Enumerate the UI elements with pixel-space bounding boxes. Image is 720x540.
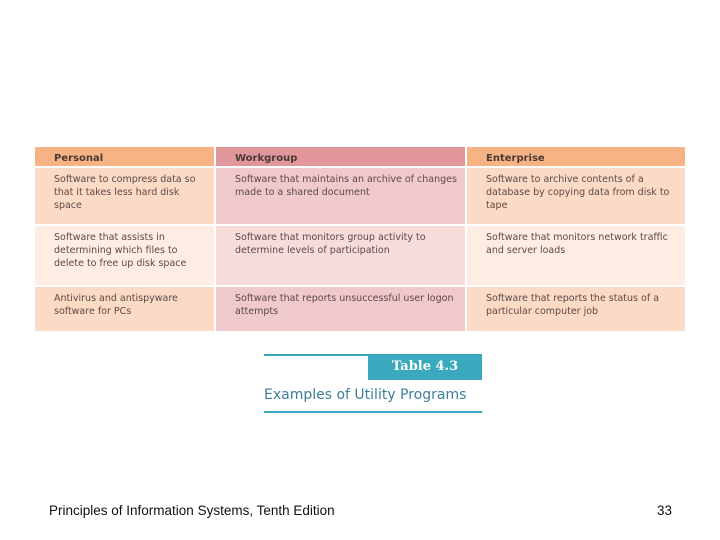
caption-bottom-rule bbox=[264, 411, 482, 413]
cell-personal: Antivirus and antispyware software for PCs bbox=[34, 286, 215, 332]
caption-title: Examples of Utility Programs bbox=[264, 387, 467, 403]
cell-workgroup: Software that monitors group activity to determine levels of participation bbox=[215, 225, 466, 286]
cell-enterprise: Software that reports the status of a particular computer job bbox=[466, 286, 686, 332]
cell-personal: Software that assists in determining which files to delete to free up disk space bbox=[34, 225, 215, 286]
cell-workgroup: Software that reports unsuccessful user logon attempts bbox=[215, 286, 466, 332]
cell-enterprise: Software to archive contents of a database by copying data from disk to tape bbox=[466, 167, 686, 225]
header-personal: Personal bbox=[34, 146, 215, 167]
cell-enterprise: Software that monitors network traffic and server loads bbox=[466, 225, 686, 286]
header-enterprise: Enterprise bbox=[466, 146, 686, 167]
table-row bbox=[34, 225, 686, 286]
cell-personal: Software to compress data so that it takes less hard disk space bbox=[34, 167, 215, 225]
table-row bbox=[34, 286, 686, 332]
table-header-row bbox=[34, 146, 686, 167]
header-workgroup: Workgroup bbox=[215, 146, 466, 167]
page-number: 33 bbox=[656, 503, 672, 518]
cell-workgroup: Software that maintains an archive of changes made to a shared document bbox=[215, 167, 466, 225]
footer-book-title: Principles of Information Systems, Tenth Edition bbox=[49, 503, 335, 518]
table-caption bbox=[264, 354, 482, 414]
caption-top-rule bbox=[264, 354, 368, 356]
utility-programs-table bbox=[33, 145, 687, 333]
caption-label: Table 4.3 bbox=[368, 354, 482, 380]
table-row bbox=[34, 167, 686, 225]
